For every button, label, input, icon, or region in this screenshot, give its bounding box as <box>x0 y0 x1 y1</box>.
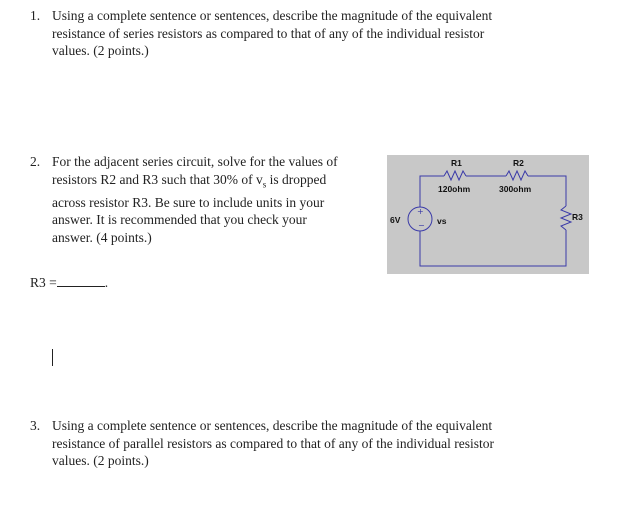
source-plus-sign: + <box>417 207 424 216</box>
question-2-line <box>52 171 338 194</box>
vs-subscript: s <box>262 179 267 190</box>
question-2-number: 2. <box>30 154 41 169</box>
question-2-text <box>52 153 338 246</box>
series-circuit-diagram <box>387 155 589 274</box>
question-2-line-text: resistors R2 and R3 such that 30% of v <box>52 171 263 187</box>
question-1-text <box>52 7 492 60</box>
question-2-line: For the adjacent series circuit, solve for the values of <box>52 154 338 169</box>
r3-answer-blank[interactable] <box>57 274 105 287</box>
question-2-line: answer. It is recommended that you check your <box>52 212 307 228</box>
r1-value: 120ohm <box>438 184 471 194</box>
r2-value: 300ohm <box>499 184 532 194</box>
r2-label: R2 <box>513 158 524 168</box>
r3-answer-line <box>30 274 108 291</box>
text-cursor <box>52 349 53 366</box>
question-3-text <box>52 417 494 470</box>
question-3-line: Using a complete sentence or sentences, describe the magnitude of the equivalent <box>52 418 493 433</box>
question-1-line: values. (2 points.) <box>52 43 149 58</box>
question-3-line: values. (2 points.) <box>52 453 149 468</box>
r3-answer-suffix: . <box>104 275 109 290</box>
source-value: 6V <box>390 215 401 225</box>
question-1-number: 1. <box>30 8 41 23</box>
question-1-line: resistance of series resistors as compared to that of any of the individual resistor <box>52 25 485 41</box>
question-3-number: 3. <box>30 418 41 433</box>
source-label: vs <box>437 216 447 226</box>
r3-answer-label: R3 = <box>30 275 57 290</box>
question-2-line: across resistor R3. Be sure to include units in your <box>52 194 325 210</box>
source-minus-sign: − <box>418 221 425 230</box>
question-1-line: Using a complete sentence or sentences, describe the magnitude of the equivalent <box>52 8 493 23</box>
question-2-line-text: is dropped <box>266 171 327 187</box>
r1-label: R1 <box>451 158 462 168</box>
question-2-line: answer. (4 points.) <box>52 229 152 245</box>
question-3-line: resistance of parallel resistors as compared to that of any of the individual resistor <box>52 435 494 451</box>
r3-label: R3 <box>572 212 583 222</box>
